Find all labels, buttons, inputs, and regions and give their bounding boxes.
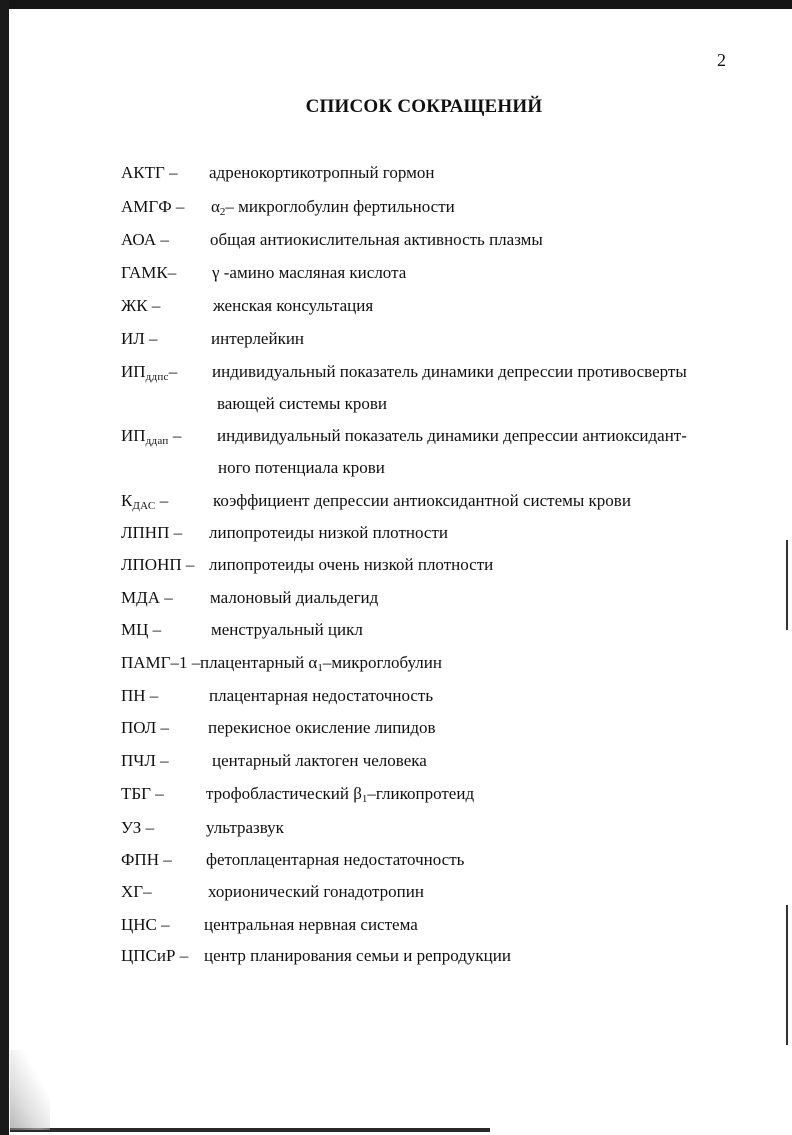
greek-symbol: β xyxy=(353,784,362,803)
page-title: СПИСОК СОКРАЩЕНИЙ xyxy=(305,96,543,117)
abbreviation: ТБГ – xyxy=(121,784,164,803)
subscript: ДАС xyxy=(132,500,156,512)
subscript: ддпс xyxy=(145,371,169,383)
abbreviation-main: ИП xyxy=(121,362,146,381)
abbreviation: ИЛ – xyxy=(121,329,158,348)
definition xyxy=(200,652,442,674)
definition: адренокортикотропный гормон xyxy=(209,163,435,182)
abbreviation: ЛПОНП – xyxy=(121,555,195,574)
abbreviation: ЦПСиР – xyxy=(121,946,189,965)
page-number: 2 xyxy=(717,50,726,70)
definition: фетоплацентарная недостаточность xyxy=(206,850,465,869)
definition: липопротеиды очень низкой плотности xyxy=(209,555,494,574)
definition: ультразвук xyxy=(206,818,284,837)
abbreviation-dash: – xyxy=(168,426,182,445)
definition: γ -амино масляная кислота xyxy=(212,263,407,282)
scan-shadow xyxy=(10,1050,50,1130)
subscript: 1 xyxy=(361,793,368,805)
greek-symbol: α xyxy=(211,197,220,216)
definition-text: плацентарный xyxy=(200,653,309,672)
abbreviation-main: К xyxy=(121,491,133,510)
subscript: 2 xyxy=(219,206,226,218)
definition: индивидуальный показатель динамики депрессии противосверты xyxy=(212,362,687,381)
abbreviation: ФПН – xyxy=(121,850,172,869)
abbreviation: МЦ – xyxy=(121,620,162,639)
definition: малоновый диальдегид xyxy=(210,588,379,607)
definition-text: –микроглобулин xyxy=(322,653,442,672)
abbreviation: ПЧЛ – xyxy=(121,751,169,770)
definition: центральная нервная система xyxy=(204,915,418,934)
scan-border-top xyxy=(0,0,792,9)
scan-border-left xyxy=(0,0,9,1135)
definition: общая антиокислительная активность плазмы xyxy=(210,230,543,249)
definition-text: –гликопротеид xyxy=(367,784,475,803)
abbreviation xyxy=(121,425,181,447)
definition: индивидуальный показатель динамики депрессии антиоксидант- xyxy=(217,426,687,445)
abbreviation xyxy=(121,490,168,512)
definition xyxy=(206,783,474,805)
definition: липопротеиды низкой плотности xyxy=(209,523,448,542)
definition: менструальный цикл xyxy=(211,620,363,639)
abbreviation: АОА – xyxy=(121,230,169,249)
abbreviation: УЗ – xyxy=(121,818,155,837)
definition: коэффициент депрессии антиоксидантной системы крови xyxy=(213,491,631,510)
definition: перекисное окисление липидов xyxy=(208,718,436,737)
abbreviation-main: ИП xyxy=(121,426,146,445)
abbreviation: МДА – xyxy=(121,588,173,607)
subscript: ддап xyxy=(145,435,169,447)
definition-text: трофобластический xyxy=(206,784,354,803)
scan-border-bottom xyxy=(10,1128,490,1132)
definition: интерлейкин xyxy=(211,329,305,348)
definition: центарный лактоген человека xyxy=(212,751,427,770)
definition-continuation: вающей системы крови xyxy=(217,394,388,413)
definition: плацентарная недостаточность xyxy=(209,686,434,705)
definition: центр планирования семьи и репродукции xyxy=(204,946,511,965)
definition: женская консультация xyxy=(213,296,374,315)
definition-continuation: ного потенциала крови xyxy=(218,458,385,477)
abbreviation: АМГФ – xyxy=(121,197,185,216)
abbreviation: ЛПНП – xyxy=(121,523,183,542)
abbreviation: АКТГ – xyxy=(121,163,178,182)
abbreviation: ГАМК– xyxy=(121,263,177,282)
abbreviation: ЖК – xyxy=(121,296,161,315)
definition xyxy=(211,196,455,218)
greek-symbol: α xyxy=(308,653,318,672)
subscript: 1 xyxy=(317,662,323,674)
scan-edge-right xyxy=(786,540,788,630)
abbreviation: ПАМГ–1 – xyxy=(121,653,201,672)
abbreviation: ПН – xyxy=(121,686,159,705)
definition-text: – микроглобулин фертильности xyxy=(225,197,455,216)
abbreviation: ПОЛ – xyxy=(121,718,169,737)
abbreviation-dash: – xyxy=(168,362,178,381)
definition: хорионический гонадотропин xyxy=(208,882,424,901)
scan-edge-right xyxy=(786,905,788,1045)
abbreviation-dash: – xyxy=(155,491,169,510)
abbreviation: ЦНС – xyxy=(121,915,170,934)
abbreviation: ХГ– xyxy=(121,882,152,901)
abbreviation xyxy=(121,361,177,383)
